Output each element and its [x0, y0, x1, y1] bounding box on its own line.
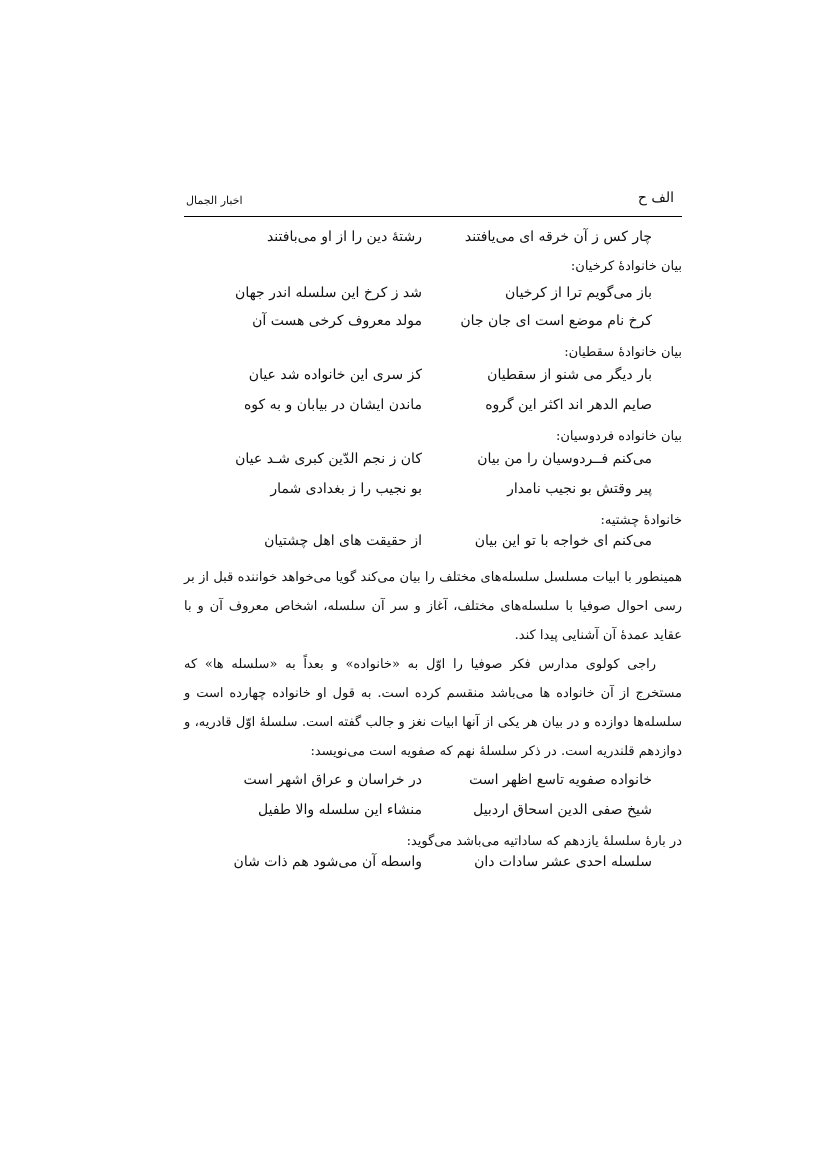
- section-heading: بیان خانوادۀ کرخیان:: [570, 259, 682, 274]
- verse-couplet: [184, 283, 682, 303]
- verse-hemistich-first: کرخ نام موضع است ای جان جان: [460, 313, 652, 329]
- verse-hemistich-second: واسطه آن می‌شود هم ذات شان: [233, 854, 422, 870]
- running-title: اخبار الجمال: [186, 194, 243, 207]
- page-number: الف ح: [637, 190, 674, 206]
- body-paragraph: همینطور با ابیات مسلسل سلسله‌های مختلف را بیان می‌کند گویا می‌خواهد خواننده قبل از بر رسی احوال صوفیا با سلسله‌های مختلف، آغاز و سر آن سلسله، اشخاص معروف آن و با عقاید عمدۀ آن آشنایی پیدا کند.: [184, 570, 682, 643]
- verse-hemistich-first: خانواده صفویه تاسع اظهر است: [469, 772, 652, 788]
- verse-couplet: [184, 800, 682, 820]
- verse-hemistich-second: مولد معروف کرخی هست آن: [252, 313, 422, 329]
- verse-hemistich-second: کان ز نجم الدّین کبری شـد عیان: [235, 451, 422, 467]
- verse-hemistich-first: پیر وقتش بو نجیب نامدار: [507, 481, 652, 497]
- section-heading: بیان خانوادۀ سقطیان:: [564, 345, 682, 360]
- verse-hemistich-first: سلسله احدی عشر سادات دان: [474, 854, 652, 870]
- verse-hemistich-first: می‌کنم فــردوسیان را من بیان: [477, 451, 652, 467]
- verse-couplet: [184, 770, 682, 790]
- document-page: [184, 186, 682, 872]
- verse-hemistich-first: باز می‌گویم ترا از کرخیان: [505, 285, 652, 301]
- body-paragraph: راجی کولوی مدارس فکر صوفیا را اوّل به «خانواده» و بعداً به «سلسله ها» که مستخرج از آن خانواده ها می‌باشد منقسم کرده است. به قول او خانواده چهارده است و سلسله‌ها دوازده و در بیان هر یکی از آنها ابیات نغز و جالب گفته است. سلسلۀ اوّل قادریه، و دوازدهم قلندریه است. در ذکر سلسلۀ نهم که صفویه است می‌نویسد:: [184, 657, 682, 759]
- verse-couplet: [184, 395, 682, 415]
- verse-hemistich-first: می‌کنم ای خواجه با تو این بیان: [474, 533, 652, 549]
- verse-hemistich-second: ماندن ایشان در بیابان و به کوه: [243, 397, 422, 413]
- verse-hemistich-first: بار دیگر می شنو از سقطیان: [487, 367, 652, 383]
- verse-couplet: [184, 531, 682, 551]
- verse-hemistich-first: چار کس ز آن خرقه ای می‌یافتند: [464, 229, 652, 245]
- verse-couplet: [184, 311, 682, 331]
- verse-couplet: [184, 479, 682, 499]
- verse-hemistich-second: از حقیقت های اهل چشتیان: [264, 533, 422, 549]
- verse-hemistich-second: رشتۀ دین را از او می‌بافتند: [266, 229, 422, 245]
- verse-hemistich-first: شیخ صفی الدین اسحاق اردبیل: [473, 802, 652, 818]
- verse-couplet: [184, 852, 682, 872]
- verse-hemistich-second: کز سری این خانواده شد عیان: [248, 367, 422, 383]
- verse-hemistich-first: صایم الدهر اند اکثر این گروه: [485, 397, 652, 413]
- verse-couplet: [184, 227, 682, 247]
- verse-couplet: [184, 449, 682, 469]
- verse-hemistich-second: بو نجیب را ز بغدادی شمار: [270, 481, 422, 497]
- section-heading: در بارۀ سلسلۀ یازدهم که ساداتیه می‌باشد می‌گوید:: [406, 834, 682, 849]
- verse-couplet: [184, 365, 682, 385]
- section-heading: خانوادۀ چشتیه:: [600, 513, 682, 528]
- verse-hemistich-second: در خراسان و عراق اشهر است: [243, 772, 422, 788]
- verse-hemistich-second: شد ز کرخ این سلسله اندر جهان: [235, 285, 422, 301]
- page-header: [184, 186, 682, 217]
- verse-hemistich-second: منشاء این سلسله والا طفیل: [258, 802, 422, 818]
- section-heading: بیان خانواده فردوسیان:: [555, 429, 682, 444]
